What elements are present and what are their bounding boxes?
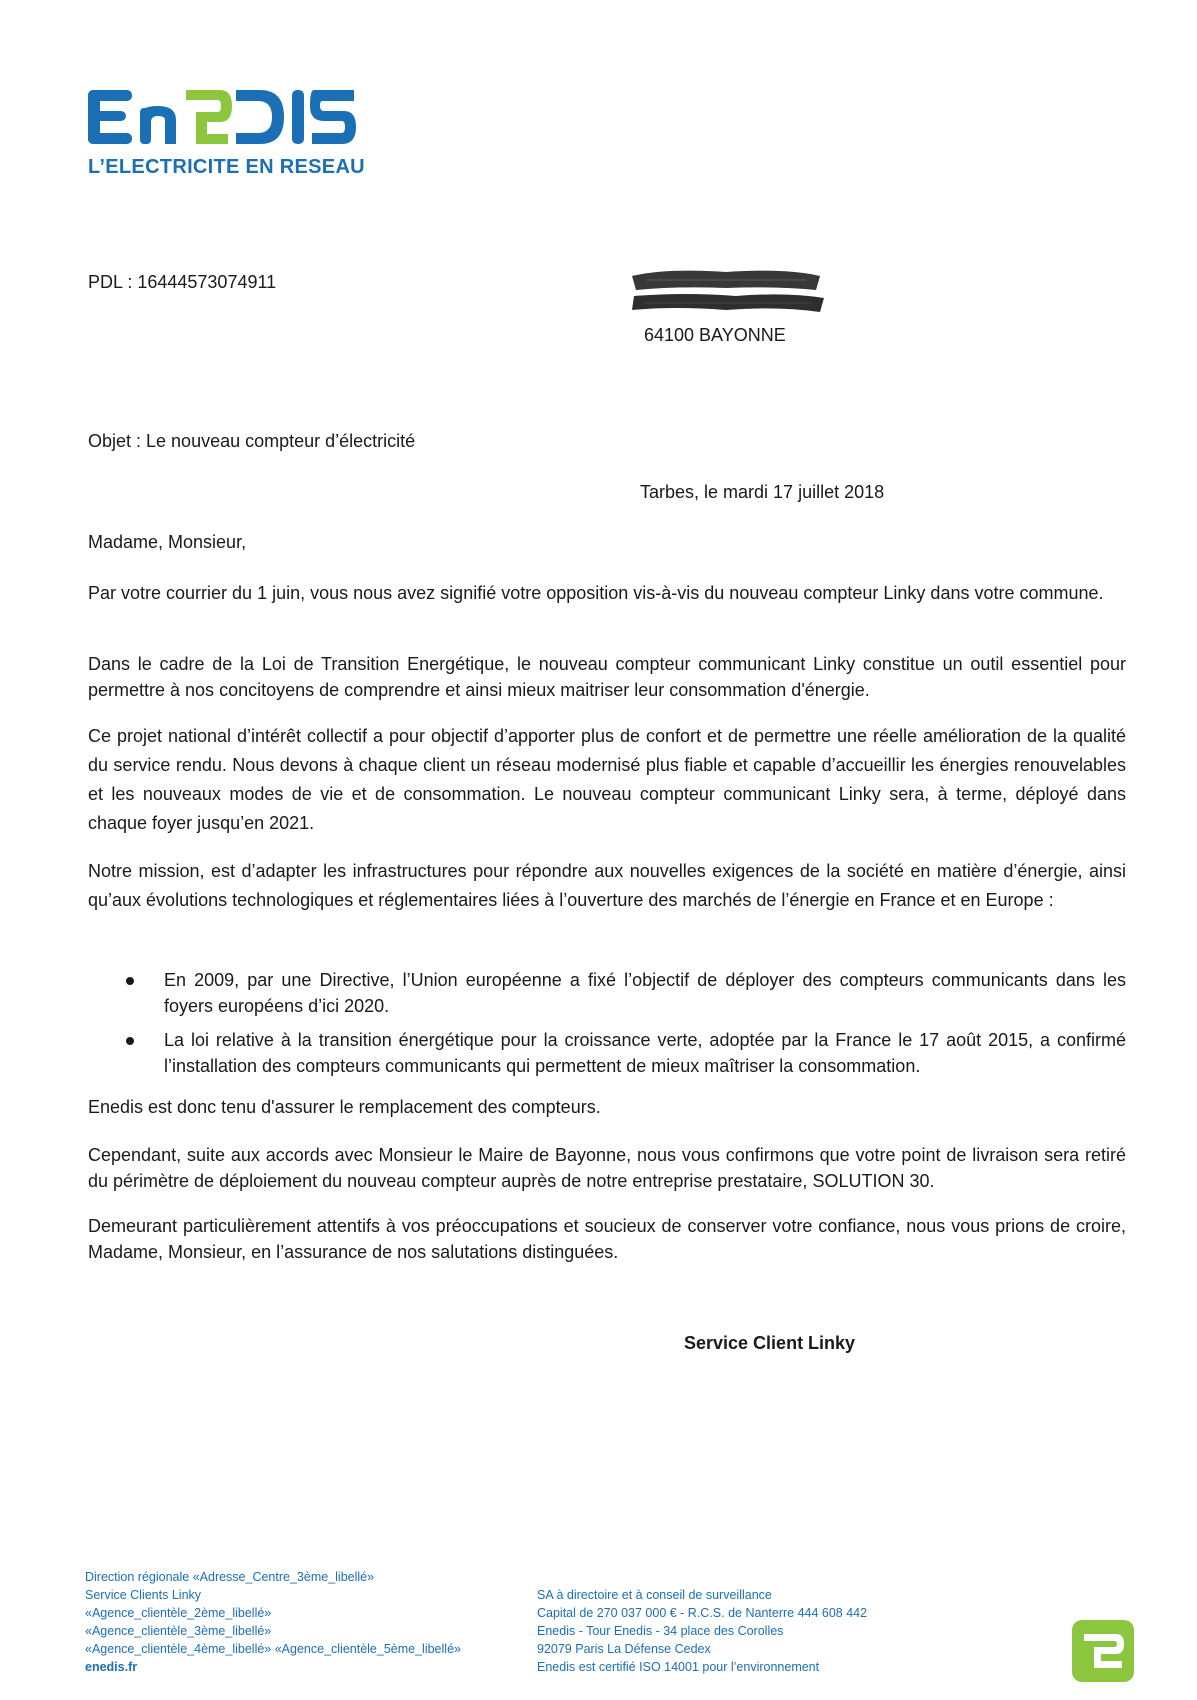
enedis-wordmark	[88, 86, 358, 148]
enedis-logo	[88, 86, 365, 178]
footer-website: enedis.fr	[85, 1660, 138, 1674]
pdl-number: PDL : 16444573074911	[88, 272, 277, 292]
bullet-item	[88, 967, 1126, 1019]
salutation: Madame, Monsieur,	[88, 532, 247, 552]
closing-paragraph: Enedis est donc tenu d'assurer le remplacement des compteurs.	[88, 1097, 601, 1117]
signature: Service Client Linky	[684, 1333, 856, 1353]
closing-paragraph: Demeurant particulièrement attentifs à vos préoccupations et soucieux de conserver votre confiance, nous vous prions de croire, Madame, Monsieur, en l’assurance de nos salutations distinguées.	[88, 1216, 1126, 1262]
bullet-list	[88, 967, 1126, 1087]
letter-date: Tarbes, le mardi 17 juillet 2018	[640, 482, 885, 502]
footer-legal	[537, 1586, 867, 1676]
footer-line: «Agence_clientèle_4ème_libellé» «Agence_clientèle_5ème_libellé»	[85, 1642, 461, 1656]
bullet-text: La loi relative à la transition énergétique pour la croissance verte, adoptée par la France le 17 août 2015, a confirmé l’installation des compteurs communicants qui permettent de mieux maîtriser la consommation.	[164, 1030, 1126, 1076]
redacted-address	[626, 266, 826, 318]
footer-line: Service Clients Linky	[85, 1588, 202, 1602]
enedis-e-icon	[1072, 1620, 1134, 1682]
footer-line: Capital de 270 037 000 € - R.C.S. de Nanterre 444 608 442	[537, 1606, 868, 1620]
footer-line: Enedis - Tour Enedis - 34 place des Corolles	[537, 1624, 784, 1638]
footer-line: «Agence_clientèle_2ème_libellé»	[85, 1606, 272, 1620]
body-paragraph: Par votre courrier du 1 juin, vous nous avez signifié votre opposition vis-à-vis du nouveau compteur Linky dans votre commune.	[88, 583, 1104, 603]
body-paragraph: Dans le cadre de la Loi de Transition Energétique, le nouveau compteur communicant Linky constitue un outil essentiel pour permettre à nos concitoyens de comprendre et ainsi mieux maitriser leur consommation d'énergie.	[88, 654, 1126, 700]
logo-tagline: L’ELECTRICITE EN RESEAU	[88, 156, 365, 178]
body-paragraph: Ce projet national d’intérêt collectif a pour objectif d’apporter plus de confort et de permettre une réelle amélioration de la qualité du service rendu. Nous devons à chaque client un réseau modernisé plus fiable et capable d’accueillir les énergies renouvelables et les nouveaux modes de vie et de consommation. Le nouveau compteur communicant Linky sera, à terme, déployé dans chaque foyer jusqu’en 2021.	[88, 726, 1126, 833]
letter-subject: Objet : Le nouveau compteur d’électricité	[88, 431, 416, 451]
bullet-icon	[126, 1037, 134, 1045]
closing-paragraph: Cependant, suite aux accords avec Monsieur le Maire de Bayonne, nous vous confirmons que votre point de livraison sera retiré du périmètre de déploiement du nouveau compteur auprès de notre entreprise prestataire, SOLUTION 30.	[88, 1145, 1126, 1191]
bullet-item	[88, 1027, 1126, 1079]
footer-line: SA à directoire et à conseil de surveillance	[537, 1588, 772, 1602]
footer-line: Direction régionale «Adresse_Centre_3ème_libellé»	[85, 1570, 375, 1584]
footer-line: Enedis est certifié ISO 14001 pour l’environnement	[537, 1660, 820, 1674]
footer-address	[85, 1568, 461, 1676]
bullet-text: En 2009, par une Directive, l’Union européenne a fixé l’objectif de déployer des compteurs communicants dans les foyers européens d’ici 2020.	[164, 970, 1126, 1016]
footer-line: 92079 Paris La Défense Cedex	[537, 1642, 711, 1656]
bullet-icon	[126, 977, 134, 985]
recipient-city: 64100 BAYONNE	[644, 325, 786, 345]
footer-line: «Agence_clientèle_3ème_libellé»	[85, 1624, 272, 1638]
body-paragraph: Notre mission, est d’adapter les infrastructures pour répondre aux nouvelles exigences de la société en matière d’énergie, ainsi qu’aux évolutions technologiques et réglementaires liées à l’ouverture des marchés de l’énergie en France et en Europe :	[88, 861, 1126, 910]
